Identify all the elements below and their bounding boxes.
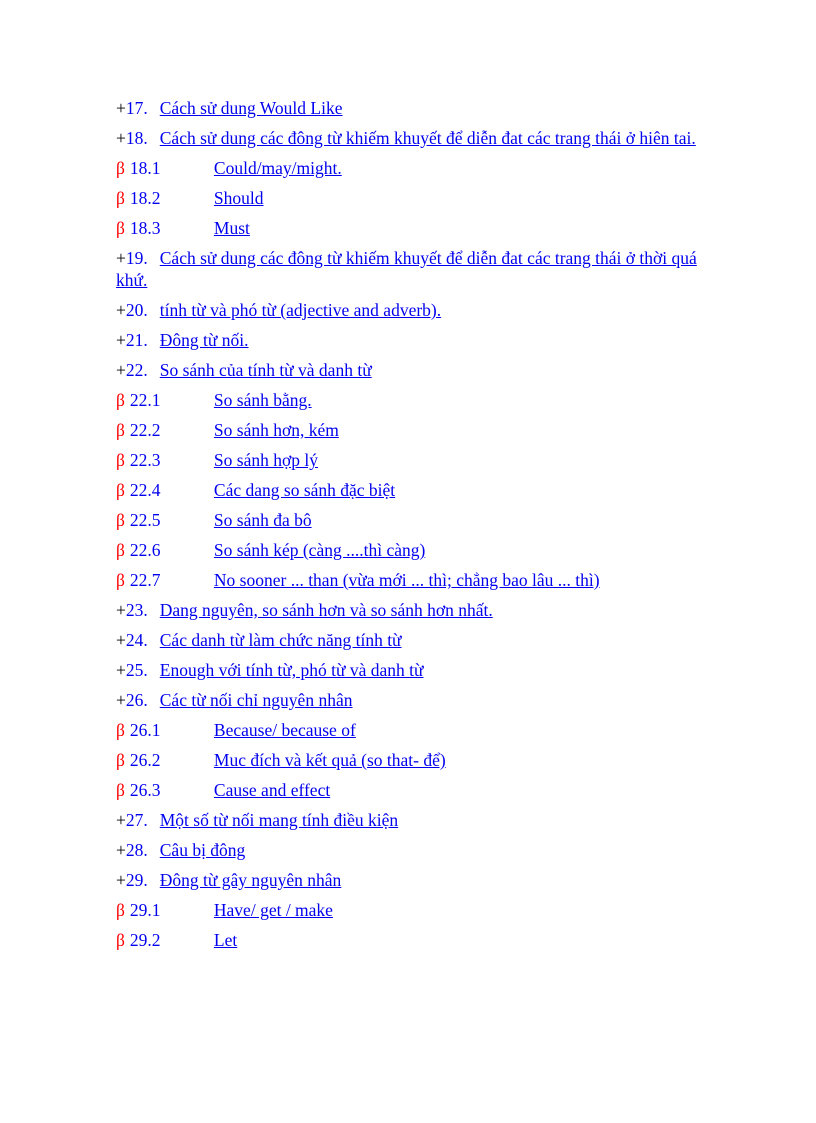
- table-of-contents: [116, 97, 716, 959]
- toc-label: Cách sử dung các đông từ khiếm khuyết để diễn đat các trang thái ở hiên tai.: [159, 128, 696, 148]
- toc-label: So sánh của tính từ và danh từ: [159, 360, 372, 380]
- beta-marker: β: [116, 480, 125, 500]
- toc-subentry: [116, 217, 716, 239]
- plus-marker: +: [116, 840, 126, 860]
- toc-label: Một số từ nối mang tính điều kiện: [159, 810, 399, 830]
- toc-label: So sánh hợp lý: [213, 450, 318, 470]
- toc-subentry: [116, 419, 716, 441]
- beta-marker: β: [116, 158, 125, 178]
- toc-label: Must: [213, 218, 250, 238]
- toc-label: Cách sử dung Would Like: [159, 98, 343, 118]
- toc-link[interactable]: [126, 630, 402, 650]
- toc-label: Cause and effect: [213, 780, 331, 800]
- plus-marker: +: [116, 128, 126, 148]
- toc-label: Have/ get / make: [213, 900, 333, 920]
- toc-subentry: [116, 389, 716, 411]
- toc-label: Câu bị đông: [159, 840, 246, 860]
- plus-marker: +: [116, 300, 126, 320]
- toc-entry: [116, 299, 716, 321]
- toc-link[interactable]: [126, 128, 696, 148]
- toc-label: Because/ because of: [213, 720, 356, 740]
- toc-number: 18.1: [129, 158, 161, 178]
- toc-link[interactable]: [126, 600, 493, 620]
- toc-number: 22.6: [129, 540, 161, 560]
- toc-link[interactable]: [126, 840, 245, 860]
- toc-link[interactable]: [126, 810, 398, 830]
- toc-number: 22.: [125, 360, 148, 380]
- toc-subentry: [116, 479, 716, 501]
- toc-link[interactable]: [130, 188, 264, 208]
- toc-subentry: [116, 899, 716, 921]
- toc-link[interactable]: [130, 780, 330, 800]
- beta-marker: β: [116, 720, 125, 740]
- toc-number: 22.7: [129, 570, 161, 590]
- beta-marker: β: [116, 750, 125, 770]
- toc-entry: [116, 839, 716, 861]
- toc-number: 29.1: [129, 900, 161, 920]
- toc-label: So sánh bằng.: [213, 390, 312, 410]
- beta-marker: β: [116, 900, 125, 920]
- toc-link[interactable]: [126, 330, 249, 350]
- plus-marker: +: [116, 870, 126, 890]
- toc-number: 22.3: [129, 450, 161, 470]
- toc-subentry: [116, 749, 716, 771]
- toc-link[interactable]: [126, 300, 441, 320]
- toc-entry: [116, 359, 716, 381]
- toc-number: 28.: [125, 840, 148, 860]
- toc-subentry: [116, 569, 716, 591]
- toc-link[interactable]: [130, 900, 333, 920]
- toc-number: 24.: [125, 630, 148, 650]
- toc-link[interactable]: [130, 218, 250, 238]
- toc-label: Enough với tính từ, phó từ và danh từ: [159, 660, 424, 680]
- toc-number: 27.: [125, 810, 148, 830]
- toc-link[interactable]: [130, 420, 339, 440]
- plus-marker: +: [116, 690, 126, 710]
- plus-marker: +: [116, 330, 126, 350]
- toc-link[interactable]: [130, 480, 395, 500]
- beta-marker: β: [116, 420, 125, 440]
- toc-number: 26.3: [129, 780, 161, 800]
- toc-subentry: [116, 539, 716, 561]
- toc-label: Đông từ gây nguyên nhân: [159, 870, 342, 890]
- toc-link[interactable]: [130, 540, 425, 560]
- beta-marker: β: [116, 540, 125, 560]
- toc-link[interactable]: [130, 158, 342, 178]
- toc-entry: [116, 127, 716, 149]
- toc-link[interactable]: [126, 660, 424, 680]
- toc-label: Các danh từ làm chức năng tính từ: [159, 630, 402, 650]
- beta-marker: β: [116, 510, 125, 530]
- toc-label: Đông từ nối.: [159, 330, 249, 350]
- toc-entry: [116, 869, 716, 891]
- toc-number: 22.4: [129, 480, 161, 500]
- toc-link[interactable]: [130, 570, 600, 590]
- toc-entry: [116, 629, 716, 651]
- beta-marker: β: [116, 188, 125, 208]
- toc-label: Dang nguyên, so sánh hơn và so sánh hơn nhất.: [159, 600, 493, 620]
- toc-link[interactable]: [126, 98, 343, 118]
- toc-label: Các dang so sánh đặc biệt: [213, 480, 396, 500]
- toc-link[interactable]: [130, 390, 312, 410]
- toc-number: 26.1: [129, 720, 161, 740]
- toc-number: 18.: [125, 128, 148, 148]
- toc-label: So sánh kép (càng ....thì càng): [213, 540, 426, 560]
- toc-number: 22.2: [129, 420, 161, 440]
- toc-link[interactable]: [130, 750, 446, 770]
- beta-marker: β: [116, 930, 125, 950]
- toc-number: 23.: [125, 600, 148, 620]
- beta-marker: β: [116, 450, 125, 470]
- toc-entry: [116, 809, 716, 831]
- toc-entry: [116, 689, 716, 711]
- toc-subentry: [116, 929, 716, 951]
- toc-entry: [116, 247, 716, 291]
- toc-link[interactable]: [130, 720, 356, 740]
- toc-number: 26.: [125, 690, 148, 710]
- plus-marker: +: [116, 600, 126, 620]
- toc-link[interactable]: [126, 690, 353, 710]
- toc-link[interactable]: [116, 248, 697, 290]
- toc-label: So sánh đa bô: [213, 510, 312, 530]
- beta-marker: β: [116, 218, 125, 238]
- toc-subentry: [116, 719, 716, 741]
- toc-link[interactable]: [130, 450, 318, 470]
- toc-label: Các từ nối chỉ nguyên nhân: [159, 690, 353, 710]
- toc-label: Muc đích và kết quả (so that- để): [213, 750, 446, 770]
- toc-subentry: [116, 157, 716, 179]
- toc-subentry: [116, 187, 716, 209]
- plus-marker: +: [116, 248, 126, 268]
- toc-label: tính từ và phó từ (adjective and adverb).: [159, 300, 442, 320]
- toc-number: 18.3: [129, 218, 161, 238]
- toc-entry: [116, 97, 716, 119]
- toc-subentry: [116, 449, 716, 471]
- plus-marker: +: [116, 630, 126, 650]
- toc-entry: [116, 599, 716, 621]
- toc-entry: [116, 329, 716, 351]
- plus-marker: +: [116, 98, 126, 118]
- beta-marker: β: [116, 390, 125, 410]
- toc-number: 26.2: [129, 750, 161, 770]
- toc-number: 29.2: [129, 930, 161, 950]
- toc-link[interactable]: [126, 870, 341, 890]
- toc-number: 22.5: [129, 510, 161, 530]
- toc-label: So sánh hơn, kém: [213, 420, 339, 440]
- plus-marker: +: [116, 660, 126, 680]
- toc-link[interactable]: [126, 360, 372, 380]
- toc-number: 18.2: [129, 188, 161, 208]
- toc-number: 17.: [125, 98, 148, 118]
- toc-number: 19.: [125, 248, 148, 268]
- toc-entry: [116, 659, 716, 681]
- toc-label: Should: [213, 188, 264, 208]
- beta-marker: β: [116, 570, 125, 590]
- toc-number: 22.1: [129, 390, 161, 410]
- plus-marker: +: [116, 810, 126, 830]
- toc-number: 29.: [125, 870, 148, 890]
- beta-marker: β: [116, 780, 125, 800]
- toc-subentry: [116, 509, 716, 531]
- toc-number: 25.: [125, 660, 148, 680]
- toc-link[interactable]: [130, 510, 312, 530]
- toc-label: Let: [213, 930, 238, 950]
- toc-label: Could/may/might.: [213, 158, 342, 178]
- toc-number: 21.: [125, 330, 148, 350]
- toc-subentry: [116, 779, 716, 801]
- toc-label: Cách sử dung các đông từ khiếm khuyết để diễn đat các trang thái ở thời quá khứ.: [116, 248, 697, 290]
- plus-marker: +: [116, 360, 126, 380]
- toc-link[interactable]: [130, 930, 237, 950]
- toc-number: 20.: [125, 300, 148, 320]
- toc-label: No sooner ... than (vừa mới ... thì; chẳng bao lâu ... thì): [213, 570, 600, 590]
